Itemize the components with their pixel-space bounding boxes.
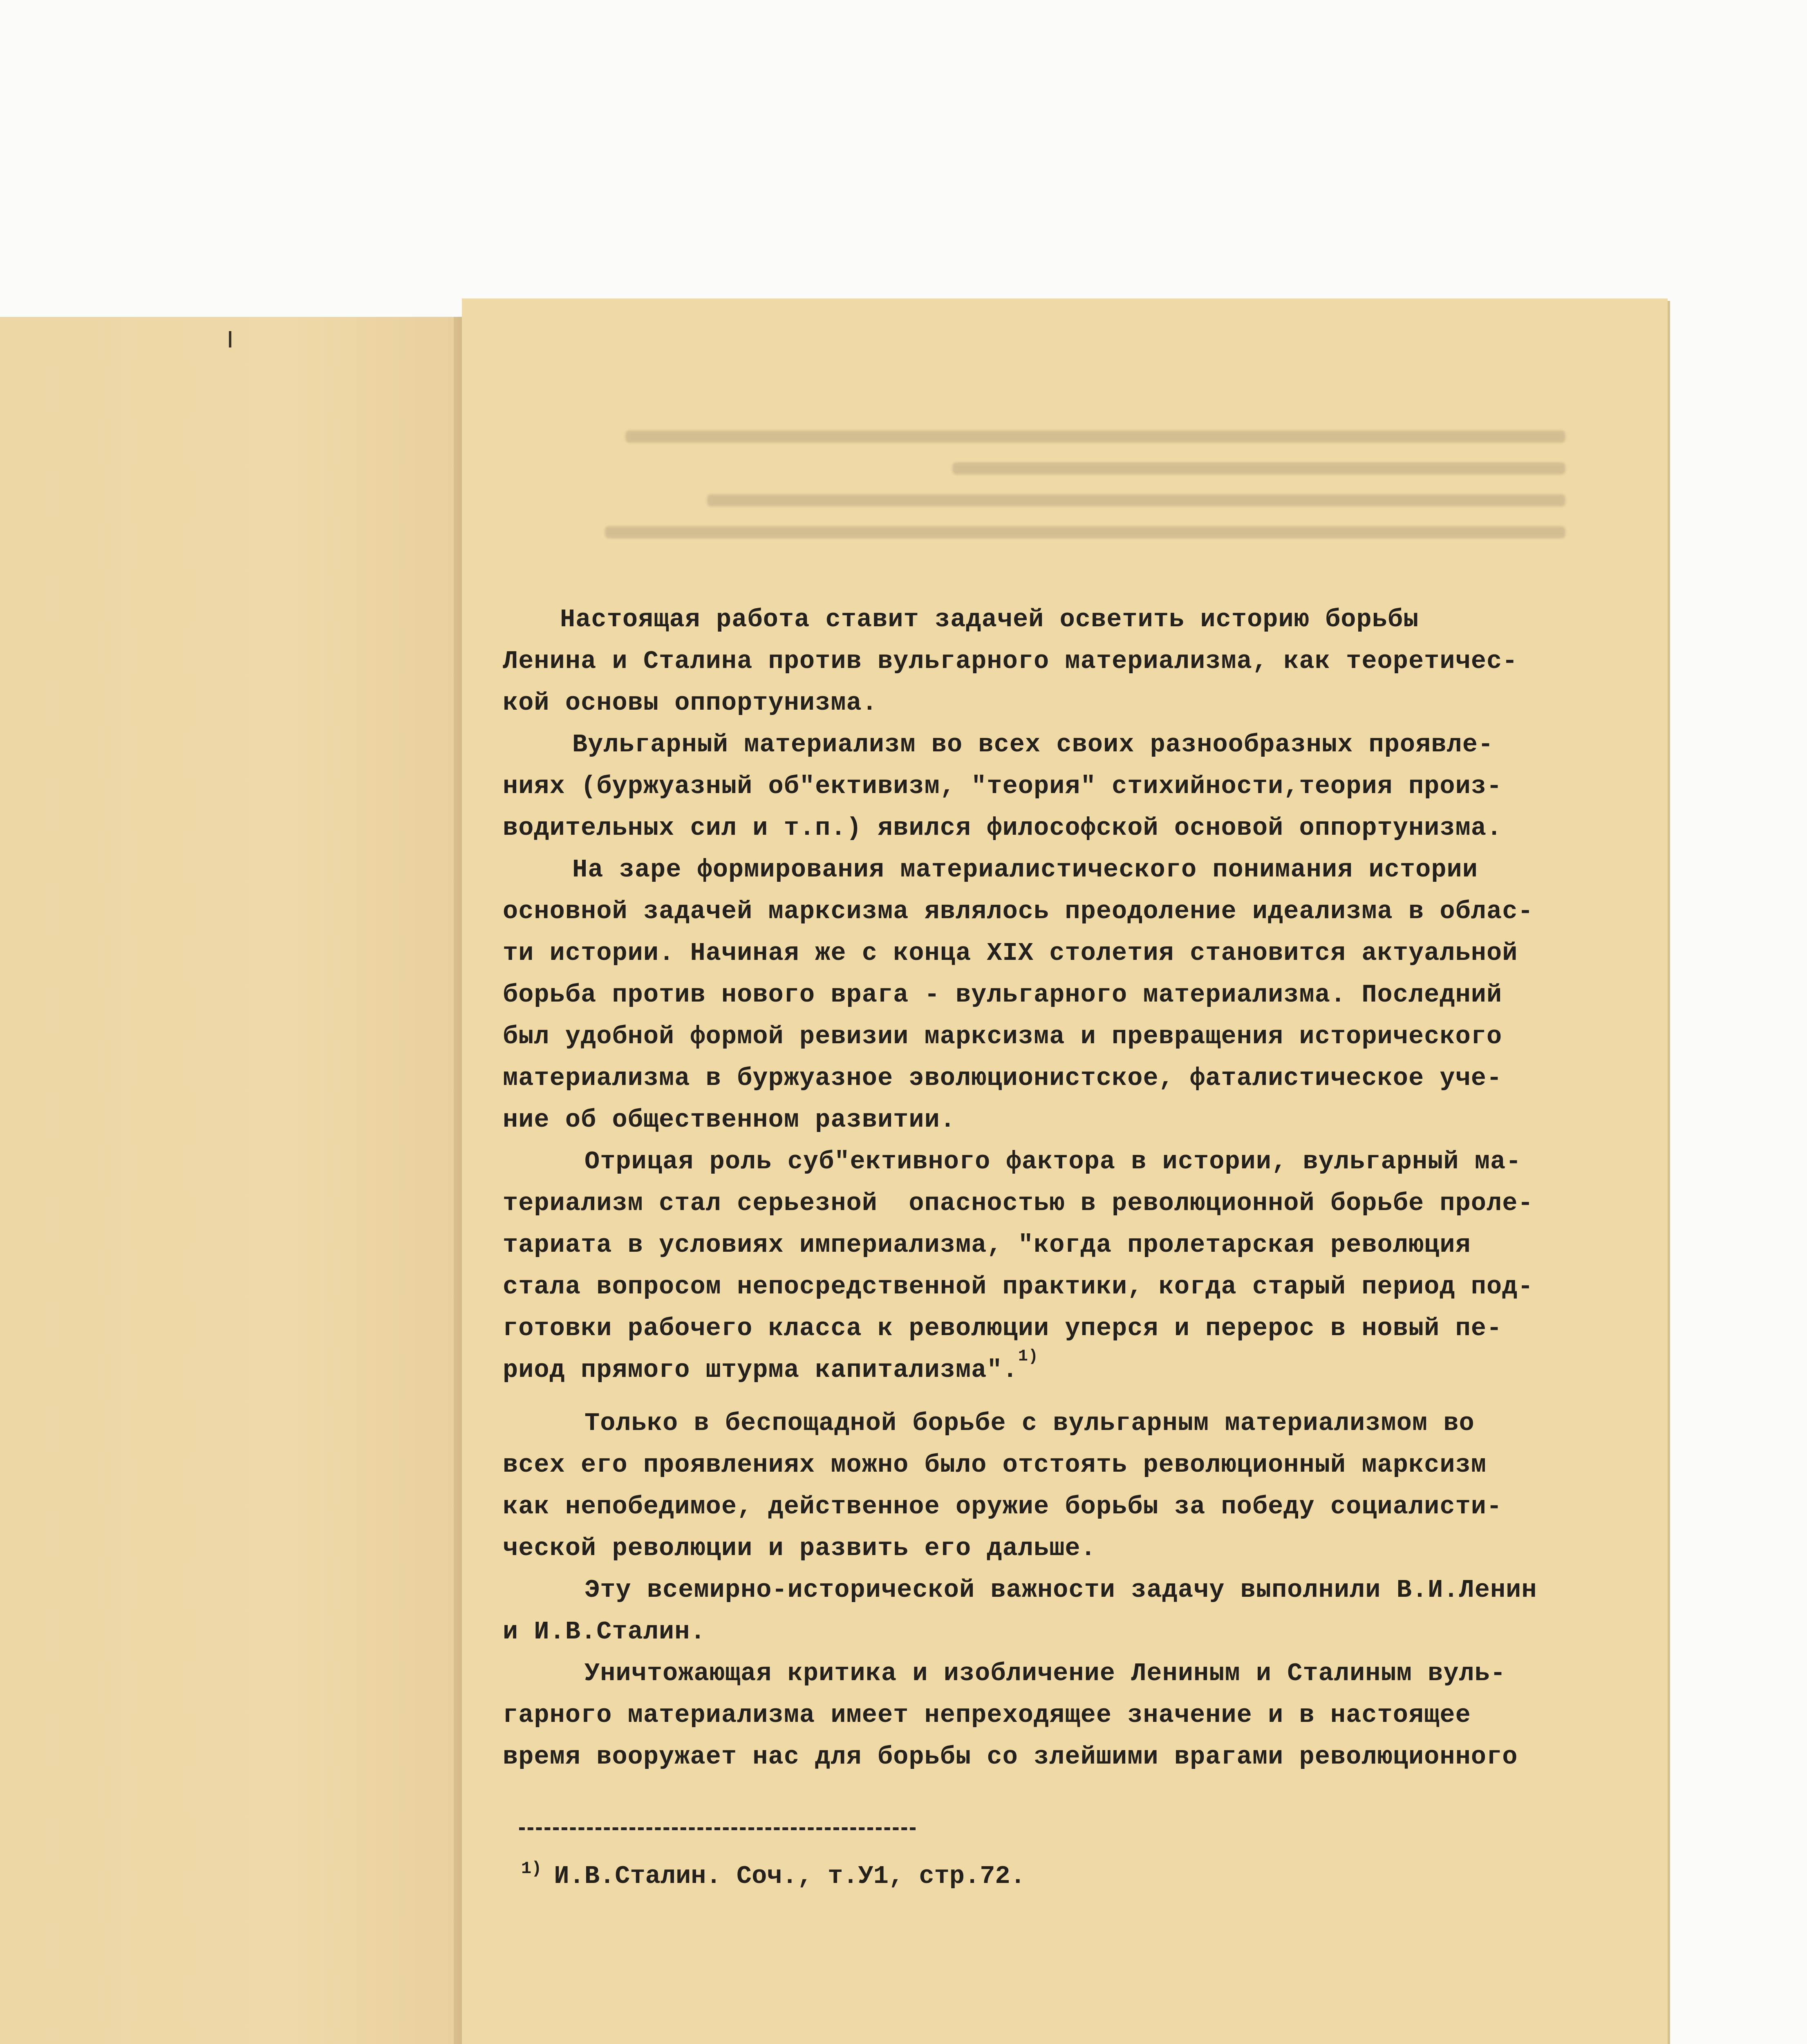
text-line: материализма в буржуазное эволюционистское, фаталистическое уче- bbox=[503, 1064, 1502, 1093]
text-line: стала вопросом непосредственной практики, когда старый период под- bbox=[503, 1272, 1534, 1301]
text-line: Отрицая роль суб"ективного фактора в истории, вульгарный ма- bbox=[584, 1147, 1522, 1176]
text-line: Эту всемирно-исторической важности задачу выполнили В.И.Ленин bbox=[584, 1576, 1537, 1605]
text-line: риод прямого штурма капитализма". bbox=[503, 1356, 1018, 1385]
text-line: Настоящая работа ставит задачей осветить историю борьбы bbox=[560, 605, 1419, 634]
text-line: время вооружает нас для борьбы со злейшими врагами революционного bbox=[503, 1742, 1518, 1771]
text-line: борьба против нового врага - вульгарного материализма. Последний bbox=[503, 980, 1502, 1009]
text-line: основной задачей марксизма являлось преодоление идеализма в облас- bbox=[503, 897, 1534, 926]
footnote-mark: 1) bbox=[521, 1859, 542, 1878]
text-line: ти истории. Начиная же с конца XIX столетия становится актуальной bbox=[503, 939, 1518, 968]
text-line: был удобной формой ревизии марксизма и превращения исторического bbox=[503, 1022, 1502, 1051]
text-line-with-footnote-ref bbox=[503, 1349, 1574, 1391]
typed-body-text bbox=[503, 599, 1574, 1778]
text-line: кой основы оппортунизма. bbox=[503, 688, 878, 717]
text-line: ческой революции и развить его дальше. bbox=[503, 1534, 1096, 1563]
text-line: ние об общественном развитии. bbox=[503, 1105, 956, 1134]
text-line: тариата в условиях империализма, "когда пролетарская революция bbox=[503, 1230, 1471, 1260]
left-page bbox=[0, 317, 482, 2044]
text-line: и И.В.Сталин. bbox=[503, 1617, 706, 1646]
text-line: гарного материализма имеет непреходящее значение и в настоящее bbox=[503, 1701, 1471, 1730]
footnote-separator bbox=[519, 1827, 916, 1830]
text-line: Вульгарный материализм во всех своих разнообразных проявле- bbox=[572, 730, 1494, 759]
footnote bbox=[521, 1856, 1257, 1899]
text-line: всех его проявлениях можно было отстоять революционный марксизм bbox=[503, 1450, 1487, 1479]
text-line: готовки рабочего класса к революции уперся и перерос в новый пе- bbox=[503, 1314, 1502, 1343]
text-line: ниях (буржуазный об"ективизм, "теория" стихийности,теория произ- bbox=[503, 772, 1502, 801]
text-line: На заре формирования материалистического понимания истории bbox=[572, 855, 1478, 884]
ink-mark bbox=[229, 331, 231, 347]
footnote-text: И.В.Сталин. Соч., т.У1, стр.72. bbox=[554, 1862, 1026, 1891]
text-line: териализм стал серьезной опасностью в революционной борьбе проле- bbox=[503, 1189, 1534, 1218]
bleed-through-text bbox=[503, 411, 1565, 583]
text-line: Только в беспощадной борьбе с вульгарным материализмом во bbox=[584, 1409, 1475, 1438]
text-line: водительных сил и т.п.) явился философской основой оппортунизма. bbox=[503, 814, 1502, 843]
footnote-reference: 1) bbox=[1018, 1347, 1039, 1366]
text-line: как непобедимое, действенное оружие борьбы за победу социалисти- bbox=[503, 1492, 1502, 1521]
text-line: Ленина и Сталина против вульгарного материализма, как теоретичес- bbox=[503, 647, 1518, 676]
text-line: Уничтожающая критика и изобличение Лениным и Сталиным вуль- bbox=[584, 1659, 1506, 1688]
